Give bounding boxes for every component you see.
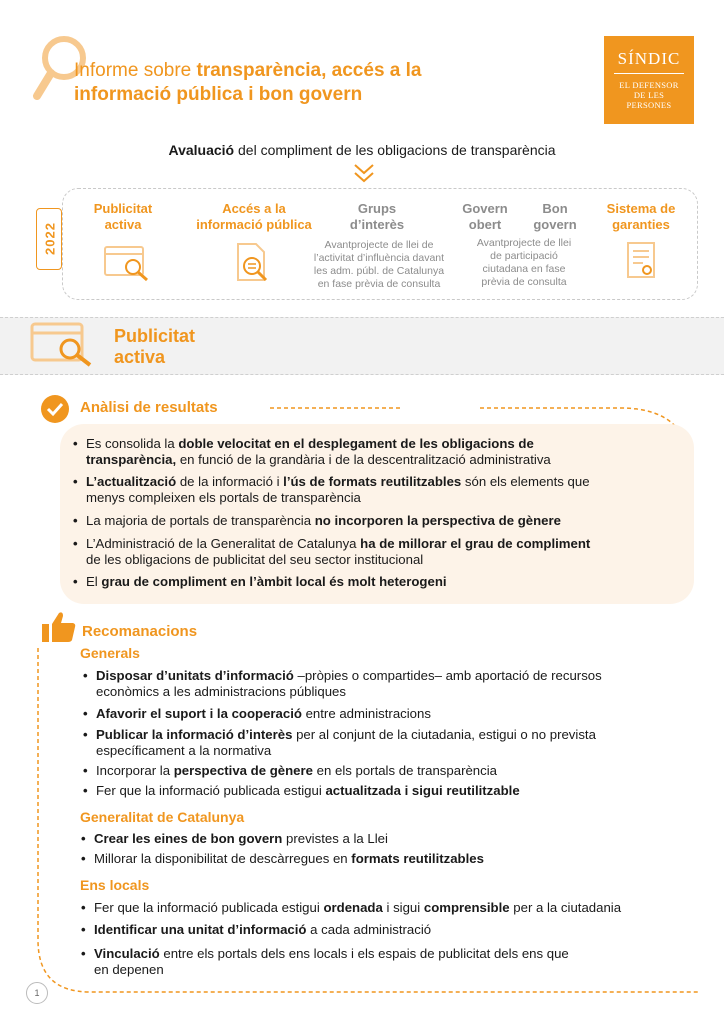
chevron-down-icon: [352, 162, 376, 184]
category-acces-informacio: Accés a la informació pública: [196, 201, 312, 232]
page-number: 1: [26, 982, 48, 1004]
report-title-line-1: Informe sobre transparència, accés a la: [74, 60, 422, 81]
list-item: • Millorar la disponibilitat de descàrregues en formats reutilitzables: [94, 851, 484, 867]
list-item: • Fer que la informació publicada estigui actualitzada i sigui reutilitzable: [96, 783, 520, 799]
recommendations-heading: Recomanacions: [82, 623, 198, 640]
evaluation-title: Avaluació del compliment de les obligacions de transparència: [168, 142, 556, 158]
category-publicitat-activa: Publicitat activa: [93, 201, 153, 232]
list-item: • Vinculació entre els portals dels ens locals i els espais de publicitat dels ens que en depenen: [94, 946, 569, 978]
list-item: • La majoria de portals de transparència no incorporen la perspectiva de gènere: [86, 513, 561, 529]
category-sistema-garanties: Sistema de garanties: [606, 201, 676, 232]
grups-interes-note: Avantprojecte de llei de l’activitat d’influència davant les adm. públ. de Catalunya en fase prèvia de consulta: [313, 239, 445, 290]
list-item: • L’actualització de la informació i l’ús de formats reutilitzables són els elements que menys compleixen els portals de transparència: [86, 474, 590, 506]
category-govern-obert: Govern obert: [462, 201, 508, 232]
report-title-line-2: informació pública i bon govern: [74, 84, 363, 105]
section-bar: [0, 317, 724, 375]
generals-heading: Generals: [80, 645, 140, 661]
browser-search-icon: [30, 322, 96, 368]
list-item: • El grau de compliment en l’àmbit local és molt heterogeni: [86, 574, 447, 590]
year-badge: 2022: [36, 208, 62, 270]
list-item: • Afavorir el suport i la cooperació entre administracions: [96, 706, 431, 722]
section-title: Publicitat activa: [114, 326, 196, 367]
ens-locals-heading: Ens locals: [80, 877, 150, 893]
generalitat-heading: Generalitat de Catalunya: [80, 809, 245, 825]
category-grups-interes: Grups d’interès: [349, 201, 405, 232]
category-bon-govern: Bon govern: [533, 201, 577, 232]
list-item: • Identificar una unitat d’informació a cada administració: [94, 922, 431, 938]
document-search-icon: [236, 242, 272, 284]
thumbs-up-icon: [40, 610, 78, 644]
check-circle-icon: [40, 394, 70, 424]
govern-obert-note: Avantprojecte de llei de participació ciutadana en fase prèvia de consulta: [476, 237, 572, 288]
list-item: • Incorporar la perspectiva de gènere en els portals de transparència: [96, 763, 497, 779]
certificate-icon: [626, 241, 656, 283]
list-item: • Fer que la informació publicada estigui ordenada i sigui comprensible per a la ciutadania: [94, 900, 621, 916]
list-item: • Disposar d’unitats d’informació –pròpies o compartides– amb aportació de recursos econòmics a les administracions públiques: [96, 668, 602, 700]
analysis-heading: Anàlisi de resultats: [80, 399, 218, 416]
list-item: • Crear les eines de bon govern previstes a la Llei: [94, 831, 388, 847]
sindic-logo: SÍNDIC EL DEFENSOR DE LES PERSONES: [604, 36, 694, 124]
list-item: • Publicar la informació d’interès per al conjunt de la ciutadania, estigui o no prevista específicament a la normativa: [96, 727, 596, 759]
list-item: • L’Administració de la Generalitat de Catalunya ha de millorar el grau de compliment de les obligacions de publicitat del seu sector institucional: [86, 536, 590, 568]
list-item: • Es consolida la doble velocitat en el desplegament de les obligacions de transparència, en funció de la grandària i de la descentralització administrativa: [86, 436, 551, 468]
browser-search-icon: [104, 246, 150, 282]
